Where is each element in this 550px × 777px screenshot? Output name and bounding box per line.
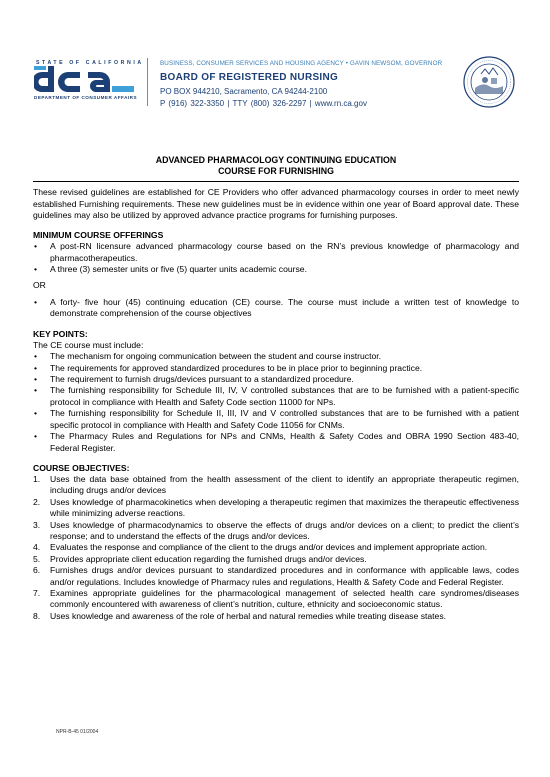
list-item: • The Pharmacy Rules and Regulations for NPs and CNMs, Health & Safety Codes and OBRA 1990 Section 483-40, Federal Register.	[34, 431, 519, 453]
bullet: •	[34, 385, 38, 396]
board-contact-line: P (916) 322-3350 | TTY (800) 326-2297 | www.rn.ca.gov	[160, 99, 367, 108]
intro-paragraph: These revised guidelines are established for CE Providers who offer advanced pharmacology courses in order to meet newly established Furnishing requirements. These new guidelines must be in evidence within one year of Board approval date. These guidelines may also be utilized by approved advance practice programs for furnishing purposes.	[33, 187, 519, 220]
course-objectives-list	[33, 474, 519, 622]
minimum-offerings-list	[33, 241, 519, 275]
list-item: 8. Uses knowledge and awareness of the role of herbal and natural remedies while treating disease states.	[33, 610, 447, 621]
state-seal-icon	[463, 56, 515, 108]
list-item: 4. Evaluates the response and compliance of the client to the drugs and/or devices and implement appropriate action.	[33, 542, 488, 553]
bullet: •	[34, 431, 38, 442]
state-of-california-label: STATE OF CALIFORNIA	[36, 60, 144, 66]
list-item: • The mechanism for ongoing communication between the student and course instructor.	[34, 351, 382, 362]
list-item: • A three (3) semester units or five (5) quarter units academic course.	[34, 264, 307, 275]
list-item: • The requirement to furnish drugs/devices pursuant to a standardized procedure.	[34, 374, 354, 385]
course-objectives-heading: COURSE OBJECTIVES:	[33, 462, 130, 473]
department-label: DEPARTMENT OF CONSUMER AFFAIRS	[34, 95, 138, 100]
bullet: •	[34, 351, 38, 362]
list-item: • The furnishing responsibility for Schedule II, III, IV and V controlled substances that are to be furnished with a patient specific protocol in compliance with Health and Safety Code 11056 for CNMs.	[34, 408, 519, 430]
key-points-list	[33, 351, 519, 454]
bullet: •	[34, 241, 38, 252]
document-title-line-1: ADVANCED PHARMACOLOGY CONTINUING EDUCATION	[155, 155, 397, 165]
list-item: 5. Provides appropriate client education regarding the furnished drugs and/or devices.	[33, 553, 367, 564]
bullet: •	[34, 264, 38, 275]
minimum-offerings-list-2	[33, 297, 519, 320]
letterhead	[0, 0, 550, 120]
board-name: BOARD OF REGISTERED NURSING	[160, 72, 339, 83]
document-body	[33, 155, 519, 622]
minimum-course-offerings-heading: MINIMUM COURSE OFFERINGS	[33, 230, 164, 241]
list-item: 6. Furnishes drugs and/or devices pursuant to standardized procedures and in conformance with applicable laws, codes and/or regulations. Includes knowledge of Pharmacy rules and regulations, Health & Safety Code and Federal Register.	[33, 565, 519, 587]
bullet: •	[34, 362, 38, 373]
list-item: • The requirements for approved standardized procedures to be in place prior to beginning practice.	[34, 362, 423, 373]
board-address: PO BOX 944210, Sacramento, CA 94244-2100	[160, 87, 328, 96]
letterhead-divider	[147, 58, 148, 106]
list-item: 1. Uses the data base obtained from the health assessment of the client to identify an appropriate therapeutic regimen, including drugs and/or devices	[33, 473, 519, 496]
bullet: •	[34, 374, 38, 385]
list-item: • A post-RN licensure advanced pharmacology course based on the RN’s previous knowledge of pharmacology and pharmacotherapeutics.	[34, 241, 519, 263]
list-item: 7. Examines appropriate guidelines for the pharmacological management of selected health care syndromes/diseases commonly encountered with awareness of client’s nutrition, culture, ethnicity and socioeconomic status.	[33, 587, 519, 610]
list-item: • The furnishing responsibility for Schedule III, IV, V controlled substances that are to be furnished with a patient-specific protocol in compliance with Health and Safety Code section 11000 for NPs.	[34, 385, 519, 407]
agency-line: BUSINESS, CONSUMER SERVICES AND HOUSING AGENCY • GAVIN NEWSOM, GOVERNOR	[160, 60, 443, 67]
form-number-footer: NPR-B-45 01/2004	[56, 729, 99, 735]
dca-logo	[34, 66, 134, 92]
list-item: • A forty- five hour (45) continuing education (CE) course. The course must include a written test of knowledge to demonstrate comprehension of the course objectives	[34, 297, 519, 319]
title-rule	[33, 181, 519, 182]
document-title-line-2: COURSE FOR FURNISHING	[218, 165, 334, 176]
key-points-intro: The CE course must include:	[33, 339, 144, 350]
list-item: 2. Uses knowledge of pharmacokinetics when developing a therapeutic regimen that maximizes the therapeutic effectiveness while minimizing adverse reactions.	[33, 496, 519, 519]
bullet: •	[34, 297, 38, 308]
list-item: 3. Uses knowledge of pharmacodynamics to observe the effects of drugs and/or devices on a client; to predict the client’s response; and to understand the effects of the drugs and/or devices.	[33, 519, 519, 541]
key-points-heading: KEY POINTS:	[33, 328, 88, 339]
or-separator: OR	[33, 279, 46, 290]
bullet: •	[34, 408, 38, 419]
